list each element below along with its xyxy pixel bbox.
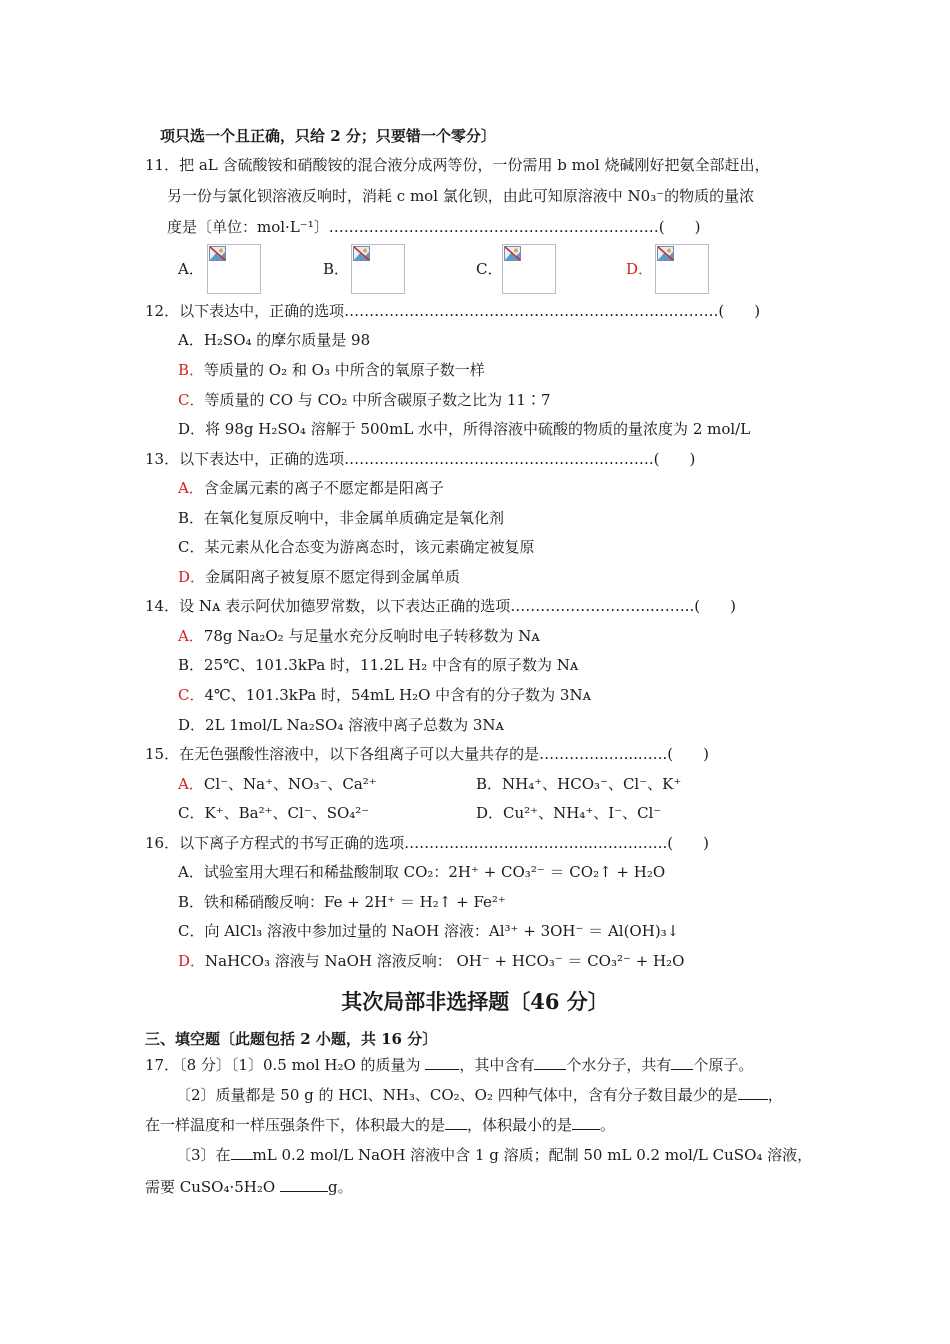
q17-line5 <box>145 1177 353 1197</box>
q17-line1-text-b: ，其中含有 <box>459 1056 535 1074</box>
q17-line4-text-b: mL 0.2 mol/L NaOH 溶液中含 1 g 溶质；配制 50 mL 0.2 mol/L CuSO₄ 溶液， <box>252 1146 813 1164</box>
q16-option-c: C．向 AlCl₃ 溶液中参加过量的 NaOH 溶液：Al³⁺ + 3OH⁻ ＝ Al(OH)₃↓ <box>178 922 680 940</box>
broken-image-icon <box>657 246 674 261</box>
q11-line3: 度是〔单位：mol·L⁻¹〕…………………………………………………………( ) <box>167 218 701 236</box>
answer-blank[interactable] <box>231 1145 253 1160</box>
part3-heading: 三、填空题〔此题包括 2 小题，共 16 分〕 <box>145 1030 438 1048</box>
q14-option-d: D．2L 1mol/L Na₂SO₄ 溶液中离子总数为 3Nᴀ <box>178 716 505 734</box>
q12-option-c-label: C． <box>178 391 205 409</box>
q13-stem: 13．以下表达中，正确的选项…………………………………………….……….( ) <box>145 450 696 468</box>
q14-option-c-text: 4℃、101.3kPa 时，54mL H₂O 中含有的分子数为 3Nᴀ <box>204 686 592 704</box>
q17-line4-text-a: 〔3〕在 <box>176 1146 231 1164</box>
q17-line3-text-a: 在一样温度和一样压强条件下，体积最大的是 <box>145 1116 446 1134</box>
q17-line1-text-a: 17．〔8 分〕〔1〕0.5 mol H₂O 的质量为 <box>145 1056 421 1074</box>
q11-line1: 11．把 aL 含硫酸铵和硝酸铵的混合液分成两等份，一份需用 b mol 烧碱刚好把氨全部赶出， <box>145 156 770 174</box>
answer-blank[interactable] <box>280 1177 328 1192</box>
q13-option-d-label: D． <box>178 568 206 586</box>
q17-line2 <box>176 1085 783 1105</box>
q13-option-d-text: 金属阳离子被复原不愿定得到金属单质 <box>205 568 461 586</box>
q11-option-d-label: D． <box>626 260 654 278</box>
answer-blank[interactable] <box>445 1115 467 1130</box>
q12-option-a: A．H₂SO₄ 的摩尔质量是 98 <box>178 331 371 349</box>
q13-option-d <box>178 567 460 587</box>
q16-option-a: A．试验室用大理石和稀盐酸制取 CO₂：2H⁺ + CO₃²⁻ ＝ CO₂↑ + H₂O <box>178 863 666 881</box>
q13-option-c: C．某元素从化合态变为游离态时，该元素确定被复原 <box>178 538 535 556</box>
q17-line5-text-a: 需要 CuSO₄·5H₂O <box>145 1178 276 1196</box>
q17-line5-text-b: g。 <box>327 1178 353 1196</box>
q17-line4 <box>176 1145 812 1165</box>
q11-option-a-image <box>207 244 261 294</box>
q15-option-c: C．K⁺、Ba²⁺、Cl⁻、SO₄²⁻ <box>178 804 370 822</box>
q11-option-c-image <box>502 244 556 294</box>
q15-option-d: D．Cu²⁺、NH₄⁺、I⁻、Cl⁻ <box>476 804 662 822</box>
header-note: 项只选一个且正确，只给 2 分；只要错一个零分〕 <box>160 127 496 145</box>
q12-option-c <box>178 390 551 410</box>
q11-option-b-image <box>351 244 405 294</box>
answer-blank[interactable] <box>671 1055 693 1070</box>
q17-line1-text-c: 个水分子，共有 <box>566 1056 672 1074</box>
q11-line2: 另一份与氯化钡溶液反响时，消耗 c mol 氯化钡，由此可知原溶液中 N0₃⁻的物质的量浓 <box>167 187 755 205</box>
q14-option-a <box>178 626 540 646</box>
q17-line2-text-b: ， <box>767 1086 783 1104</box>
q17-line2-text-a: 〔2〕质量都是 50 g 的 HCl、NH₃、CO₂、O₂ 四种气体中，含有分子数目最少的是 <box>176 1086 738 1104</box>
q12-option-b <box>178 360 485 380</box>
q15-stem: 15．在无色强酸性溶液中，以下各组离子可以大量共存的是…………..…....…..( ) <box>145 745 709 763</box>
q16-option-d <box>178 951 684 971</box>
q14-option-a-text: 78g Na₂O₂ 与足量水充分反响时电子转移数为 Nᴀ <box>203 627 540 645</box>
q14-option-c-label: C． <box>178 686 205 704</box>
answer-blank[interactable] <box>534 1055 566 1070</box>
q14-stem: 14．设 Nᴀ 表示阿伏加德罗常数，以下表达正确的选项………………………..……..( ) <box>145 597 737 615</box>
q13-option-b: B．在氧化复原反响中，非金属单质确定是氧化剂 <box>178 509 505 527</box>
q13-option-a-text: 含金属元素的离子不愿定都是阳离子 <box>203 479 444 497</box>
q16-option-b: B．铁和稀硝酸反响：Fe + 2H⁺ ＝ H₂↑ + Fe²⁺ <box>178 893 506 911</box>
q17-line1-text-d: 个原子。 <box>693 1056 754 1074</box>
q14-option-c <box>178 685 591 705</box>
section-title: 其次局部非选择题〔46 分〕 <box>341 989 609 1014</box>
answer-blank[interactable] <box>572 1115 600 1130</box>
q11-option-a-label: A． <box>178 260 204 278</box>
q12-option-d: D．将 98g H₂SO₄ 溶解于 500mL 水中，所得溶液中硫酸的物质的量浓度为 2 mol/L <box>178 420 751 438</box>
broken-image-icon <box>504 246 521 261</box>
q17-line3 <box>145 1115 615 1135</box>
q14-option-b: B．25℃、101.3kPa 时，11.2L H₂ 中含有的原子数为 Nᴀ <box>178 656 579 674</box>
q17-line3-text-c: 。 <box>600 1116 616 1134</box>
q16-option-d-label: D． <box>178 952 206 970</box>
q11-option-d-image <box>655 244 709 294</box>
q12-option-b-label: B． <box>178 361 205 379</box>
q13-option-a <box>178 478 444 498</box>
answer-blank[interactable] <box>425 1055 459 1070</box>
q15-option-a <box>178 774 377 794</box>
answer-blank[interactable] <box>738 1085 768 1100</box>
q15-option-a-label: A． <box>178 775 204 793</box>
q16-stem: 16．以下离子方程式的书写正确的选项…………..…………………...……….…..( ) <box>145 834 709 852</box>
q11-option-c-label: C． <box>476 260 503 278</box>
q11-option-b-label: B． <box>323 260 350 278</box>
q12-option-c-text: 等质量的 CO 与 CO₂ 中所含碳原子数之比为 11∶7 <box>204 391 551 409</box>
q16-option-d-text: NaHCO₃ 溶液与 NaOH 溶液反响： OH⁻ + HCO₃⁻ ＝ CO₃²⁻ + H₂O <box>205 952 685 970</box>
broken-image-icon <box>209 246 226 261</box>
q12-stem: 12．以下表达中，正确的选项………………………………………………………..……….( ) <box>145 302 761 320</box>
q15-option-a-text: Cl⁻、Na⁺、NO₃⁻、Ca²⁺ <box>203 775 377 793</box>
q13-option-a-label: A． <box>178 479 204 497</box>
q14-option-a-label: A． <box>178 627 204 645</box>
q17-line3-text-b: ，体积最小的是 <box>467 1116 573 1134</box>
q12-option-b-text: 等质量的 O₂ 和 O₃ 中所含的氧原子数一样 <box>204 361 485 379</box>
q15-option-b: B．NH₄⁺、HCO₃⁻、Cl⁻、K⁺ <box>476 775 682 793</box>
q17-line1 <box>145 1055 753 1075</box>
broken-image-icon <box>353 246 370 261</box>
